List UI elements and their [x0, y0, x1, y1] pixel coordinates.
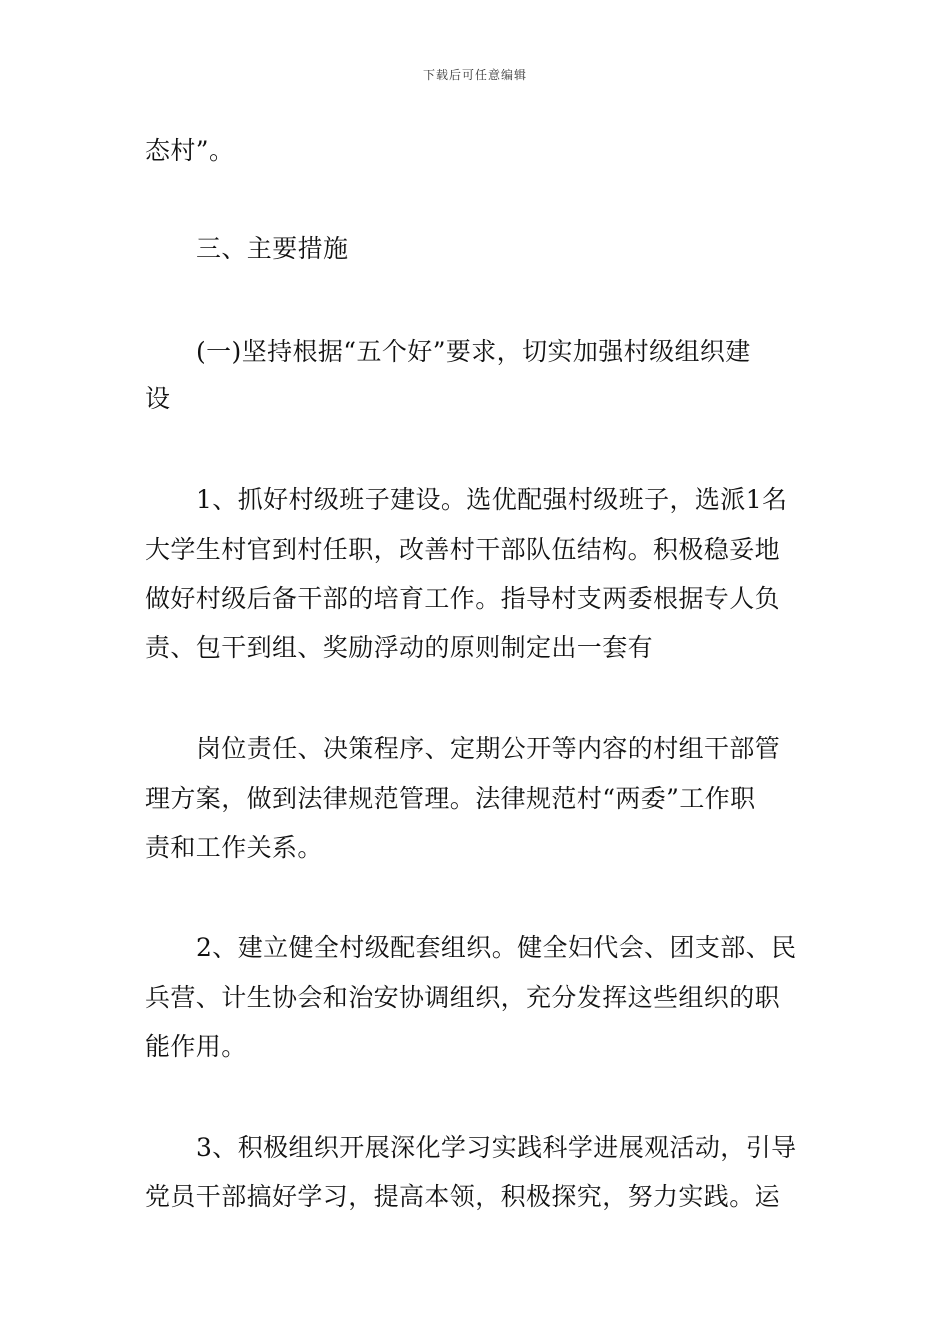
text-line: 设 — [145, 384, 171, 413]
text-line: 2、建立健全村级配套组织。健全妇代会、团支部、民 — [196, 933, 797, 962]
text-line: 责、包干到组、奖励浮动的原则制定出一套有 — [145, 633, 654, 662]
text-line: 能作用。 — [145, 1032, 247, 1061]
text-line: 1、抓好村级班子建设。选优配强村级班子，选派1名 — [196, 485, 788, 514]
text-line: 责和工作关系。 — [145, 833, 323, 862]
text-line: 态村”。 — [145, 136, 235, 165]
text-line: 岗位责任、决策程序、定期公开等内容的村组干部管 — [196, 734, 781, 763]
section-heading: 三、主要措施 — [196, 234, 349, 263]
page-header-note: 下载后可任意编辑 — [422, 68, 527, 82]
subsection-heading: (一)坚持根据“五个好”要求，切实加强村级组织建 — [196, 337, 751, 366]
text-line: 兵营、计生协会和治安协调组织，充分发挥这些组织的职 — [145, 983, 781, 1012]
text-line: 党员干部搞好学习，提高本领，积极探究，努力实践。运 — [145, 1182, 781, 1211]
text-line: 理方案，做到法律规范管理。法律规范村“两委”工作职 — [145, 784, 756, 813]
text-line: 大学生村官到村任职，改善村干部队伍结构。积极稳妥地 — [145, 535, 781, 564]
text-line: 3、积极组织开展深化学习实践科学进展观活动，引导 — [196, 1133, 797, 1162]
text-line: 做好村级后备干部的培育工作。指导村支两委根据专人负 — [145, 584, 781, 613]
